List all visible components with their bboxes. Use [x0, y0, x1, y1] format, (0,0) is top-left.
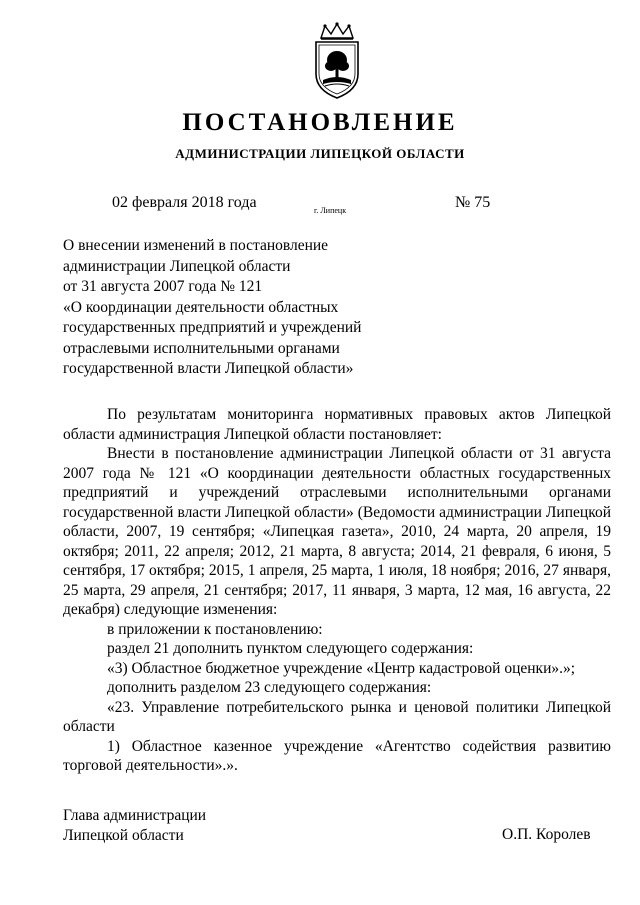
body-paragraph: «3) Областное бюджетное учреждение «Центр кадастровой оценки».»;: [107, 659, 576, 677]
document-number: № 75: [455, 194, 491, 211]
signature-name: О.П. Королев: [502, 826, 591, 843]
document-body: [63, 405, 611, 776]
subject-line: О внесении изменений в постановление: [63, 237, 329, 254]
signature-position: [63, 806, 206, 846]
document-subtitle: АДМИНИСТРАЦИИ ЛИПЕЦКОЙ ОБЛАСТИ: [175, 146, 465, 161]
subject-line: «О координации деятельности областных: [63, 298, 339, 316]
subject-line: администрации Липецкой области: [63, 257, 291, 275]
subject-line: от 31 августа 2007 года № 121: [63, 278, 263, 295]
signature-position-line: Глава администрации: [63, 807, 207, 824]
subject-line: государственных предприятий и учреждений: [63, 319, 362, 336]
body-paragraph: Внести в постановление администрации Липецкой области от 31 августа 2007 года № 121 «О координации деятельности областных государственных предприятий и учреждений отраслевыми исполнительными органами государственной власти Липецкой области» (Ведомости администрации Липецкой области, 2007, 19 сентября; «Липецкая газета», 2010, 24 марта, 20 апреля, 19 октября; 2011, 22 апреля; 2012, 21 марта, 8 августа; 2014, 21 февраля, 6 июня, 5 сентября, 17 октября; 2015, 1 апреля, 25 марта, 1 июля, 18 ноября; 2016, 27 января, 25 марта, 29 апреля, 21 сентября; 2017, 11 января, 3 марта, 12 мая, 16 августа, 22 декабря) следующие изменения:: [63, 445, 611, 618]
document-city: г. Липецк: [314, 206, 347, 215]
body-paragraph: дополнить разделом 23 следующего содержания:: [107, 679, 432, 696]
body-paragraph: «23. Управление потребительского рынка и ценовой политики Липецкой области: [63, 698, 611, 735]
subject-line: государственной власти Липецкой области»: [63, 360, 354, 377]
body-paragraph: По результатам мониторинга нормативных правовых актов Липецкой области администрация Липецкой области постановляет:: [63, 406, 611, 443]
body-paragraph: в приложении к постановлению:: [107, 620, 323, 638]
body-paragraph: раздел 21 дополнить пунктом следующего содержания:: [107, 640, 474, 657]
coat-of-arms-icon: [307, 22, 367, 100]
body-paragraph: 1) Областное казенное учреждение «Агентство содействия развитию торговой деятельности».».: [63, 737, 611, 774]
signature-position-line: Липецкой области: [63, 827, 184, 844]
subject-line: отраслевыми исполнительными органами: [63, 339, 340, 357]
document-date: 02 февраля 2018 года: [112, 194, 257, 211]
document-title: ПОСТАНОВЛЕНИЕ: [182, 109, 458, 136]
document-subject: [63, 236, 403, 380]
